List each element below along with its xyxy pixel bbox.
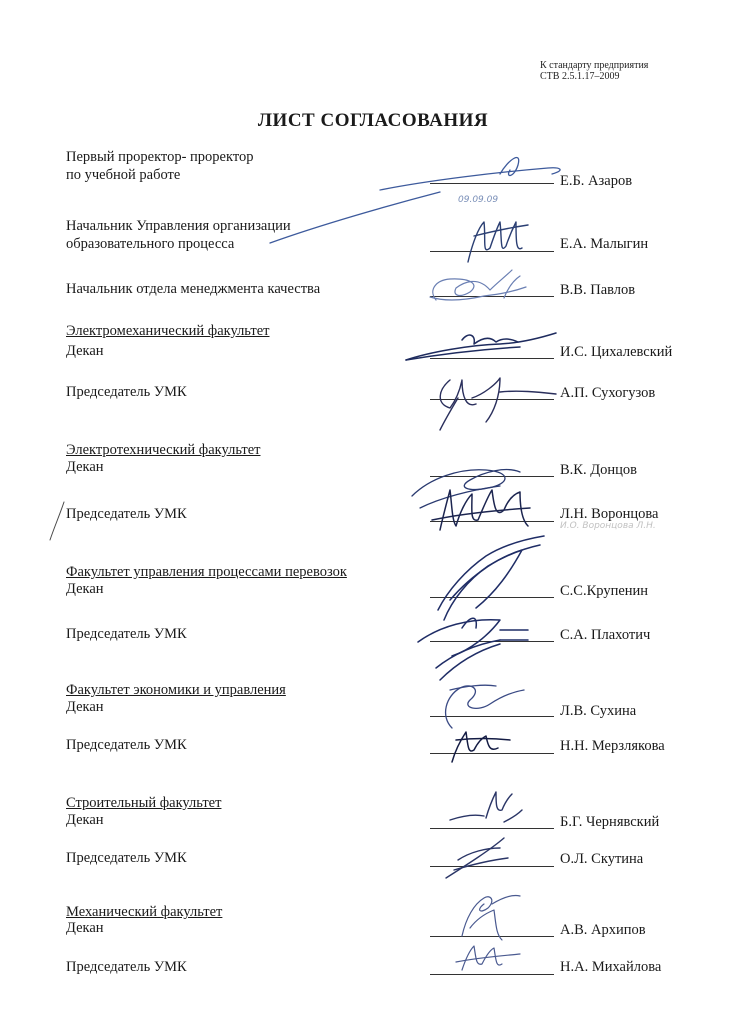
signature-line (430, 358, 554, 359)
dean-name: В.К. Донцов (560, 462, 637, 478)
dean-name: Л.В. Сухина (560, 703, 637, 719)
signature-dean-0 (406, 333, 556, 360)
umk-label: Председатель УМК (66, 384, 187, 400)
umk-label: Председатель УМК (66, 626, 187, 642)
signature-prorector (270, 158, 560, 243)
standard-line-1: К стандарту предприятия (540, 60, 649, 71)
head-uoop-line-2: образовательного процесса (66, 236, 235, 252)
signature-line (430, 716, 554, 717)
head-uoop-name: Е.А. Малыгин (560, 236, 649, 252)
head-quality-position: Начальник отдела менеджмента качества (66, 281, 321, 297)
signature-line (430, 476, 554, 477)
signature-dean-4 (450, 792, 522, 822)
signature-dean-2 (438, 536, 544, 620)
signature-dean-3 (446, 685, 524, 728)
signature-line (430, 251, 554, 252)
umk-name: О.Л. Скутина (560, 851, 644, 867)
head-uoop-position (66, 217, 291, 253)
signature-line (430, 974, 554, 975)
signature-umk-4 (446, 838, 508, 878)
umk-name: С.А. Плахотич (560, 627, 651, 643)
signature-line (430, 828, 554, 829)
umk-name: Л.Н. Воронцова (560, 506, 659, 522)
umk-name: Н.Н. Мерзлякова (560, 738, 665, 754)
signature-line (430, 183, 554, 184)
dean-name: И.С. Цихалевский (560, 344, 673, 360)
signature-line (430, 399, 554, 400)
prorector-name: Е.Б. Азаров (560, 173, 633, 189)
dean-label: Декан (66, 343, 104, 359)
signature-umk-5 (456, 946, 520, 970)
faculty-title: Электротехнический факультет (66, 442, 261, 458)
signature-line (430, 936, 554, 937)
signature-head-uoop (468, 222, 528, 262)
dean-label: Декан (66, 581, 104, 597)
page-title: ЛИСТ СОГЛАСОВАНИЯ (257, 110, 489, 131)
umk-label: Председатель УМК (66, 506, 187, 522)
margin-mark (50, 502, 64, 540)
signature-line (430, 597, 554, 598)
prorector-line-2: по учебной работе (66, 167, 181, 183)
head-quality-name: В.В. Павлов (560, 282, 636, 298)
signature-line (430, 866, 554, 867)
signature-umk-3 (452, 732, 510, 762)
dean-name: Б.Г. Чернявский (560, 814, 660, 830)
dean-label: Декан (66, 812, 104, 828)
dean-label: Декан (66, 699, 104, 715)
faculty-title: Электромеханический факультет (66, 323, 270, 339)
umk-label: Председатель УМК (66, 850, 187, 866)
dean-label: Декан (66, 920, 104, 936)
signature-line (430, 521, 554, 522)
signature-line (430, 296, 554, 297)
faculty-title: Факультет управления процессами перевозок (66, 564, 347, 580)
prorector-position (66, 148, 253, 184)
signature-date: 09.09.09 (458, 195, 499, 205)
faculty-title: Механический факультет (66, 904, 223, 920)
dean-name: А.В. Архипов (560, 922, 646, 938)
head-uoop-line-1: Начальник Управления организации (66, 218, 291, 234)
prorector-line-1: Первый проректор- проректор (66, 149, 254, 165)
dean-name: С.С.Крупенин (560, 583, 649, 599)
umk-label: Председатель УМК (66, 959, 187, 975)
faculty-title: Факультет экономики и управления (66, 682, 286, 698)
umk-name: А.П. Сухогузов (560, 385, 656, 401)
umk-name: Н.А. Михайлова (560, 959, 662, 975)
faculty-title: Строительный факультет (66, 795, 222, 811)
signature-umk-0 (440, 378, 556, 430)
standard-line-2: СТВ 2.5.1.17–2009 (540, 71, 620, 82)
umk-label: Председатель УМК (66, 737, 187, 753)
signature-line (430, 641, 554, 642)
signature-dean-5 (462, 895, 520, 940)
dean-label: Декан (66, 459, 104, 475)
signature-line (430, 753, 554, 754)
standard-reference (540, 60, 648, 82)
signature-umk-2 (418, 618, 528, 680)
umk-note: И.О. Воронцова Л.Н. (560, 521, 656, 531)
signature-umk-1 (432, 490, 530, 530)
